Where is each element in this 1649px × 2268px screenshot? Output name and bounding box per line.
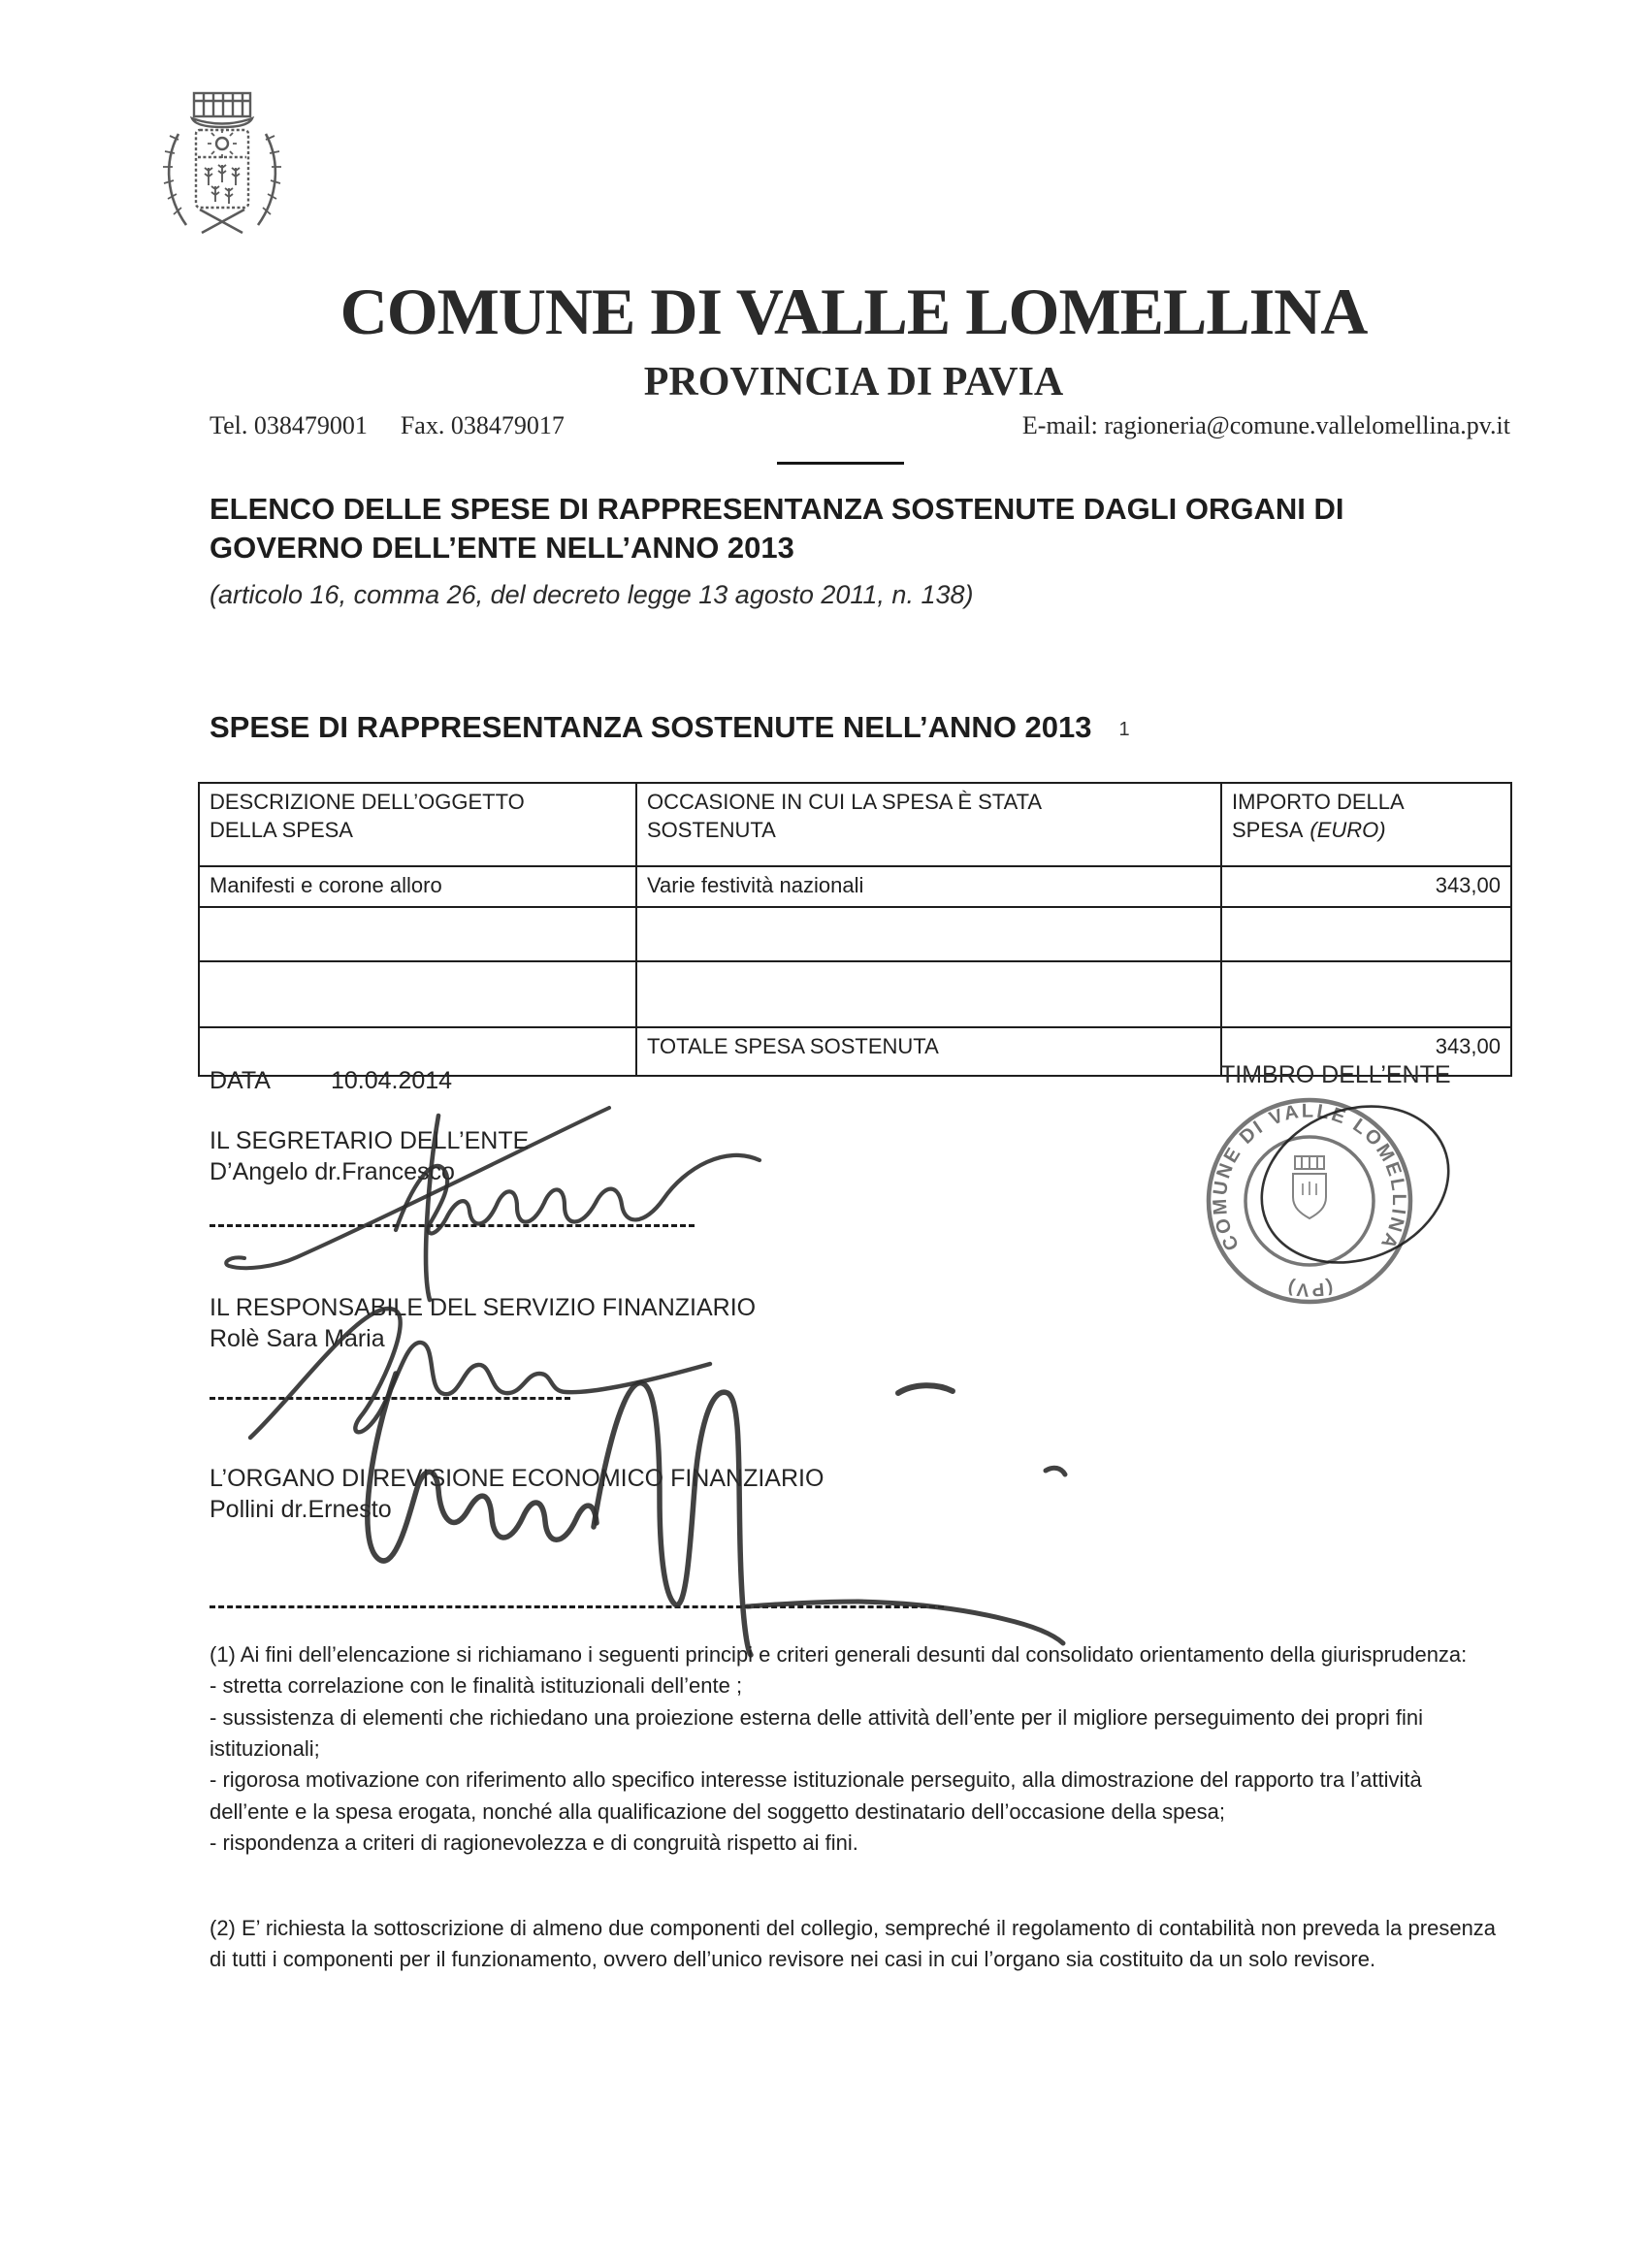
cell-importo: 343,00	[1221, 866, 1511, 907]
tel-label: Tel. 038479001	[210, 411, 368, 439]
expense-table	[198, 782, 1512, 1077]
phone-fax-line	[210, 411, 565, 440]
auditor-name: Pollini dr.Ernesto	[210, 1496, 392, 1523]
fax-label: Fax. 038479017	[400, 411, 565, 439]
footnote-1-item: - sussistenza di elementi che richiedano una proiezione esterna delle attività dell’ente per il migliore perseguimento dei propri fini istituzionali;	[210, 1704, 1424, 1761]
header-importo-line2	[1232, 816, 1501, 844]
cell-occasione	[636, 961, 1221, 1027]
header-importo-unit: (EURO)	[1310, 818, 1386, 843]
header-divider	[777, 462, 904, 465]
header-occasione-line1: OCCASIONE IN CUI LA SPESA È STATA	[647, 790, 1043, 814]
footnote-2: (2) E’ richiesta la sottoscrizione di almeno due componenti del collegio, sempreché il regolamento di contabilità non preveda la presenza di tutti i componenti per il funzionamento, ovvero dell’unico revisore nei casi in cui l’organo sia costituito da un solo revisore.	[210, 1916, 1497, 1972]
cell-descrizione: Manifesti e corone alloro	[199, 866, 636, 907]
date-value: 10.04.2014	[330, 1067, 453, 1094]
auditor-role: L’ORGANO DI REVISIONE ECONOMICO FINANZIARIO	[210, 1465, 824, 1492]
footnote-1-item: - rigorosa motivazione con riferimento allo specifico interesse istituzionale perseguito, alla dimostrazione del rapporto tra l’attività dell’ente e la spesa erogata, nonché alla qualificazione del soggetto destinatario dell’occasione della spesa;	[210, 1767, 1422, 1824]
footnote-reference-1: 1	[1118, 719, 1130, 740]
header-occasione-line2: SOSTENUTA	[647, 818, 776, 843]
header-cell-descrizione	[199, 783, 636, 866]
total-value-cell: 343,00	[1221, 1027, 1511, 1076]
document-title: ELENCO DELLE SPESE DI RAPPRESENTANZA SOSTENUTE DAGLI ORGANI DI GOVERNO DELL’ENTE NELL’ANNO 2013	[210, 492, 1344, 566]
section-heading	[210, 710, 1130, 745]
cell-descrizione	[199, 907, 636, 961]
stamp-ring-text: COMUNE DI VALLE LOMELLINA	[1209, 1100, 1410, 1254]
footnote-1-item: - rispondenza a criteri di ragionevolezza e di congruità rispetto ai fini.	[210, 1830, 858, 1855]
secretary-role: IL SEGRETARIO DELL’ENTE	[210, 1127, 530, 1154]
email-line: E-mail: ragioneria@comune.vallelomellina.pv.it	[1021, 411, 1510, 439]
footnote-1-item: - stretta correlazione con le finalità istituzionali dell’ente ;	[210, 1673, 743, 1699]
cell-importo	[1221, 961, 1511, 1027]
official-round-stamp-icon	[1188, 1075, 1479, 1331]
footnote-1-intro: (1) Ai fini dell’elencazione si richiamano i seguenti principi e criteri generali desunti dal consolidato orientamento della giurisprudenza:	[210, 1642, 1468, 1667]
province-subtitle: PROVINCIA DI PAVIA	[643, 360, 1064, 405]
municipality-title: COMUNE DI VALLE LOMELLINA	[340, 275, 1368, 348]
header-importo-line1: IMPORTO DELLA	[1232, 790, 1405, 814]
secretary-name: D’Angelo dr.Francesco	[210, 1158, 455, 1185]
municipal-coat-of-arms-icon	[153, 78, 289, 238]
auditor-signature	[252, 1362, 1086, 1668]
cell-descrizione	[199, 961, 636, 1027]
header-cell-importo	[1221, 783, 1511, 866]
table-row-empty	[199, 961, 1511, 1027]
law-reference: (articolo 16, comma 26, del decreto legge 13 agosto 2011, n. 138)	[210, 580, 974, 609]
table-row-empty	[199, 907, 1511, 961]
finance-officer-name: Rolè Sara Maria	[210, 1325, 385, 1352]
footnote-1	[210, 1639, 1505, 1859]
stamp-label: TIMBRO DELL’ENTE	[1220, 1061, 1451, 1088]
svg-text:(PV)	[1284, 1277, 1336, 1300]
date-line	[210, 1067, 452, 1095]
section-heading-text: SPESE DI RAPPRESENTANZA SOSTENUTE NELL’ANNO 2013	[210, 710, 1092, 744]
finance-officer-role: IL RESPONSABILE DEL SERVIZIO FINANZIARIO	[210, 1294, 757, 1321]
table-row	[199, 866, 1511, 907]
cell-occasione	[636, 907, 1221, 961]
total-label-cell: TOTALE SPESA SOSTENUTA	[636, 1027, 1221, 1076]
header-descrizione-line2: DELLA SPESA	[210, 818, 353, 843]
table-header-row	[199, 783, 1511, 866]
header-cell-occasione	[636, 783, 1221, 866]
stamp-coat-of-arms-icon	[1293, 1156, 1326, 1218]
stamp-province-text: (PV)	[1283, 1276, 1336, 1300]
cell-occasione: Varie festività nazionali	[636, 866, 1221, 907]
cell-importo	[1221, 907, 1511, 961]
header-importo-spesa: SPESA	[1232, 818, 1304, 843]
header-descrizione-line1: DESCRIZIONE DELL’OGGETTO	[210, 790, 525, 814]
date-label: DATA	[210, 1067, 271, 1094]
